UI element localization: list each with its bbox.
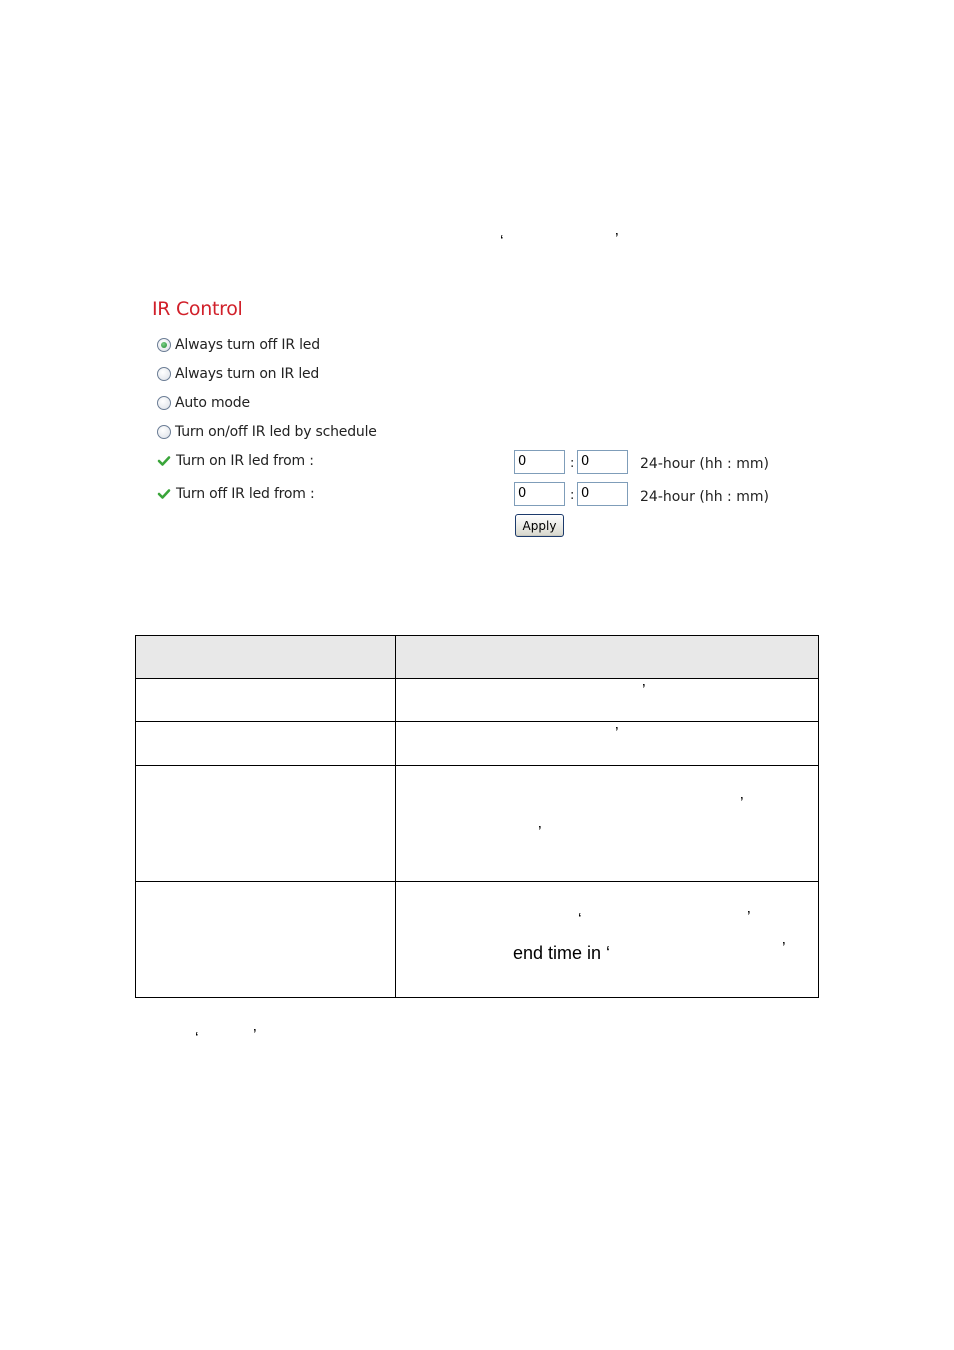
footer-close-quote: ’ [253, 1027, 257, 1044]
radio-always-off[interactable] [157, 338, 171, 352]
option-always-off-label: Always turn off IR led [175, 337, 320, 353]
schedule-on-row [157, 451, 314, 471]
on-time-format: 24-hour (hh : mm) [640, 456, 769, 472]
schedule-on-label: Turn on IR led from : [176, 453, 314, 469]
table-cell [396, 766, 819, 882]
apply-button[interactable]: Apply [515, 514, 564, 537]
row4-text: end time in ‘ [513, 943, 611, 963]
option-auto-mode[interactable] [157, 393, 250, 413]
option-always-on[interactable] [157, 364, 319, 384]
table-row [136, 766, 819, 882]
row1-quote: ’ [642, 682, 646, 699]
table-cell [136, 679, 396, 722]
description-table [135, 635, 819, 998]
option-always-on-label: Always turn on IR led [175, 366, 320, 382]
table-cell [136, 722, 396, 766]
intro-close-quote: ’ [615, 231, 619, 248]
table-cell [136, 882, 396, 998]
table-cell [396, 679, 819, 722]
schedule-off-row [157, 484, 315, 504]
row2-quote: ’ [615, 725, 619, 742]
on-minute-input[interactable]: 0 [577, 450, 628, 474]
table-header-cell [396, 636, 819, 679]
radio-schedule[interactable] [157, 425, 171, 439]
footer-open-quote: ‘ [195, 1030, 199, 1047]
check-icon [157, 487, 171, 501]
table-cell [396, 722, 819, 766]
table-row [136, 722, 819, 766]
intro-open-quote: ‘ [500, 233, 504, 250]
radio-auto-mode[interactable] [157, 396, 171, 410]
table-cell [396, 882, 819, 998]
option-schedule-label: Turn on/off IR led by schedule [175, 424, 377, 440]
on-hour-input[interactable]: 0 [514, 450, 565, 474]
off-time-colon: : [570, 488, 575, 503]
table-header-cell [136, 636, 396, 679]
off-minute-input[interactable]: 0 [577, 482, 628, 506]
radio-always-on[interactable] [157, 367, 171, 381]
schedule-off-label: Turn off IR led from : [176, 486, 315, 502]
option-auto-mode-label: Auto mode [175, 395, 250, 411]
row4-quote-b: ’ [747, 909, 751, 926]
row4-quote-a: ‘ [578, 911, 582, 928]
option-schedule[interactable] [157, 422, 377, 442]
table-row [136, 882, 819, 998]
row3-quote-b: ’ [538, 824, 542, 841]
table-header-row [136, 636, 819, 679]
check-icon [157, 454, 171, 468]
off-hour-input[interactable]: 0 [514, 482, 565, 506]
ir-control-title: IR Control [152, 298, 243, 320]
row3-quote-a: ’ [740, 795, 744, 812]
table-row [136, 679, 819, 722]
off-time-format: 24-hour (hh : mm) [640, 489, 769, 505]
row4-quote-c: ’ [782, 940, 786, 957]
on-time-colon: : [570, 456, 575, 471]
table-cell [136, 766, 396, 882]
option-always-off[interactable] [157, 335, 320, 355]
